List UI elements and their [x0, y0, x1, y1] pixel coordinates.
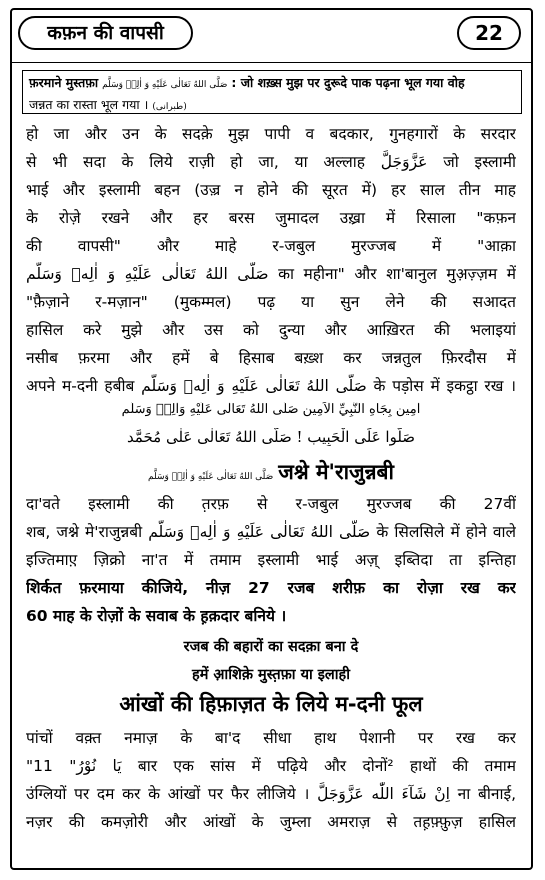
- page-number: 22: [457, 16, 521, 50]
- para3-line: नज़र की कमज़ोरी और आंखों के जुम्ला अमराज़ से तह़फ़्फ़ुज़ हासिल: [26, 813, 516, 831]
- heading-jashn-salutation: صَلَّى اللهُ تَعَالٰى عَلَيْهِ وَ اٰلِهٖ وَسَلَّم: [148, 472, 274, 482]
- farman-text-2: जन्नत का रास्ता भूल गया ।: [29, 97, 149, 112]
- farman-source: (طبرانی): [152, 102, 187, 112]
- para2-line: 60 माह के रोज़ों के सवाब के ह़क़दार बनिये ।: [26, 607, 287, 625]
- book-title: कफ़न की वापसी: [18, 16, 193, 50]
- para1-line: हो जा और उन के सदक़े मुझ पापी व बदकार, गुनहगारों के सरदार: [26, 125, 516, 143]
- farman-salutation: صَلَّى اللهُ تَعَالٰى عَلَيْهِ وَ اٰلِهٖ وَسَلَّم: [102, 80, 228, 90]
- couplet-line-1: रजब की बहारों का सदक़ा बना दे: [183, 639, 359, 655]
- para2-line: इज्तिमाए़ ज़िक्रो ना'त में तमाम इस्लामी भाई अज़् इब्तिदा ता इन्तिहा: [26, 551, 516, 569]
- para2-line: दा'वते इस्लामी की त़रफ़ से र-जबुल मुरज्जब की 27वीं: [26, 495, 516, 513]
- para3-line: उंग्लियों पर दम कर के आंखों पर फैर लीजिये । اِنْ شَآءَ اللّٰه عَزَّوَجَلَّ ना बीनाई,: [26, 785, 516, 803]
- couplet-line-2: हमें आ़शिक़े मुस्त़फ़ा या इलाही: [192, 667, 350, 683]
- para1-line: हासिल करे मुझे और उस को दुन्या और आख़िरत की भलाइयां: [26, 321, 516, 339]
- para2-line: शब, जश्ने मे'राजुन्नबी صَلَّى اللهُ تَعَالٰى عَلَيْهِ وَ اٰلِهٖ وَسَلَّم के सिलसिले में होने वाले: [26, 523, 516, 541]
- heading-eyes: आंखों की हिफ़ाज़त के लिये म-दनी फूल: [119, 692, 423, 716]
- para3-line: पांचों वक़्त नमाज़ के बा'द सीधा हाथ पेशानी पर रख कर: [26, 729, 516, 747]
- salloo-line: صَلُّوا عَلَى الْحَبِيب ! صَلَّى اللهُ تَعَالٰى عَلٰى مُحَمَّد: [126, 428, 416, 446]
- para2-line: शिर्कत फ़रमाया कीजिये, नीज़ 27 रजब शरीफ़ का रोज़ा रख कर: [26, 579, 516, 597]
- heading-jashn-text: जश्ने मे'राजुन्नबी: [278, 460, 394, 484]
- farman-text: : जो शख़्स मुझ पर दुरूदे पाक पढ़ना भूल गया वोह: [231, 75, 465, 90]
- para1-line: अपने म-दनी हबीब صَلَّى اللهُ تَعَالٰى عَلَيْهِ وَ اٰلِهٖ وَسَلَّم के पड़ोस में इकट्ठा रख ।: [26, 377, 516, 395]
- ameen-line: اٰمِين بِجَاهِ النَّبِيِّ الْاَمِين صَلَّى اللهُ تَعَالٰى عَلَيْهِ وَاٰلِهٖ وَسَلَّم: [121, 402, 421, 417]
- para1-line: صَلَّى اللهُ تَعَالٰى عَلَيْهِ وَ اٰلِهٖ وَسَلَّم का महीना" और शा'बानुल मुअ़ज़्ज़म में: [26, 265, 516, 283]
- para1-line: से भी सदा के लिये राज़ी हो जा, या अल्लाह عَزَّوَجَلَّ जो इस्लामी: [26, 153, 516, 171]
- para3-line: "يَا نُوْرُ" 11 बार एक सांस में पढ़िये और दोनों² हाथों की तमाम: [26, 757, 516, 775]
- farman-box: [22, 70, 522, 114]
- heading-jashn: [26, 458, 516, 486]
- farman-label: फ़रमाने मुस्तफ़ा: [29, 75, 99, 90]
- para1-line: "फ़ैज़ाने र-मज़ान" (मुकम्मल) पढ़ या सुन लेने की सआदत: [26, 293, 516, 311]
- para1-line: की वापसी" और माहे र-जबुल मुरज्जब में "आक़ा: [26, 237, 516, 255]
- para1-line: भाई और इस्लामी बहन (उज़्र न होने की सूरत में) हर साल तीन माह: [26, 181, 516, 199]
- para1-line: के रोज़े रखने और हर बरस जुमादल उख़्रा में रिसाला "कफ़न: [26, 209, 516, 227]
- header-divider: [10, 62, 533, 63]
- para1-line: नसीब फ़रमा और हमें बे हिसाब बख़्श कर जन्नतुल फ़िरदौस में: [26, 349, 516, 367]
